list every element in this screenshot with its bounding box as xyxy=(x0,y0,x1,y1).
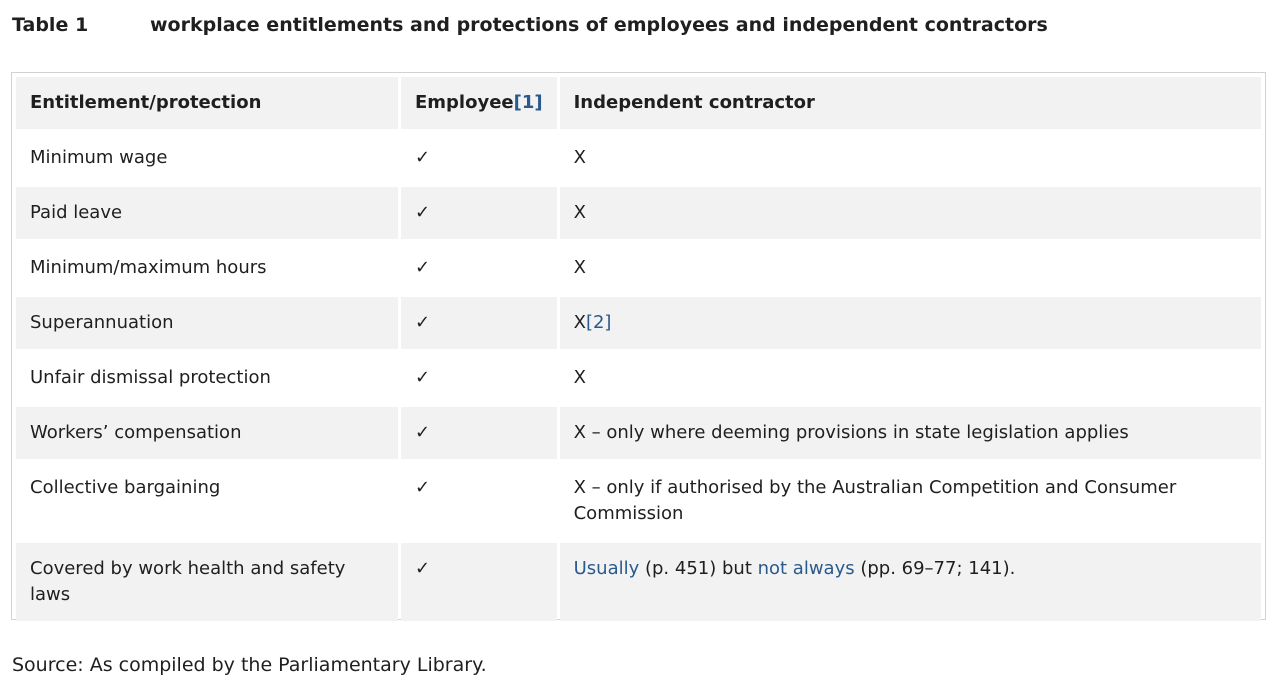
footnote-link-2[interactable]: [2] xyxy=(585,312,612,333)
table-row xyxy=(16,187,1261,239)
cell-entitlement: Superannuation xyxy=(16,297,398,349)
table-row xyxy=(16,352,1261,404)
header-employee xyxy=(401,77,557,129)
check-icon: ✓ xyxy=(401,297,557,349)
cell-contractor-text: (pp. 69–77; 141). xyxy=(854,558,1016,579)
usually-link[interactable]: Usually xyxy=(573,558,640,579)
header-employee-label: Employee xyxy=(415,92,514,113)
cell-entitlement: Collective bargaining xyxy=(16,462,398,540)
cell-entitlement: Covered by work health and safety laws xyxy=(16,543,398,621)
header-contractor: Independent contractor xyxy=(560,77,1261,129)
header-entitlement: Entitlement/protection xyxy=(16,77,398,129)
entitlements-table xyxy=(13,74,1264,624)
cell-entitlement: Minimum/maximum hours xyxy=(16,242,398,294)
not-always-link[interactable]: not always xyxy=(757,558,855,579)
table-row xyxy=(16,297,1261,349)
table-frame xyxy=(11,72,1266,620)
cell-contractor xyxy=(560,297,1261,349)
cell-contractor xyxy=(560,543,1261,621)
table-title: workplace entitlements and protections of employees and independent contractors xyxy=(150,14,1048,36)
cell-contractor: X xyxy=(560,187,1261,239)
check-icon: ✓ xyxy=(401,187,557,239)
table-row xyxy=(16,407,1261,459)
cell-contractor-text: (p. 451) but xyxy=(639,558,758,579)
check-icon: ✓ xyxy=(401,132,557,184)
table-caption xyxy=(12,14,1048,36)
cell-contractor: X xyxy=(560,352,1261,404)
check-icon: ✓ xyxy=(401,462,557,540)
cell-entitlement: Unfair dismissal protection xyxy=(16,352,398,404)
table-row xyxy=(16,242,1261,294)
table-row xyxy=(16,543,1261,621)
check-icon: ✓ xyxy=(401,242,557,294)
check-icon: ✓ xyxy=(401,407,557,459)
cell-contractor: X – only where deeming provisions in state legislation applies xyxy=(560,407,1261,459)
cell-contractor: X xyxy=(560,242,1261,294)
table-header-row xyxy=(16,77,1261,129)
table-row xyxy=(16,462,1261,540)
check-icon: ✓ xyxy=(401,543,557,621)
check-icon: ✓ xyxy=(401,352,557,404)
footnote-link-1[interactable]: [1] xyxy=(513,92,543,113)
table-row xyxy=(16,132,1261,184)
table-number: Table 1 xyxy=(12,14,89,36)
cell-contractor-text: X xyxy=(573,312,586,333)
cell-entitlement: Paid leave xyxy=(16,187,398,239)
cell-entitlement: Workers’ compensation xyxy=(16,407,398,459)
cell-entitlement: Minimum wage xyxy=(16,132,398,184)
source-note: Source: As compiled by the Parliamentary Library. xyxy=(12,654,487,676)
cell-contractor: X xyxy=(560,132,1261,184)
cell-contractor: X – only if authorised by the Australian Competition and Consumer Commission xyxy=(560,462,1261,540)
